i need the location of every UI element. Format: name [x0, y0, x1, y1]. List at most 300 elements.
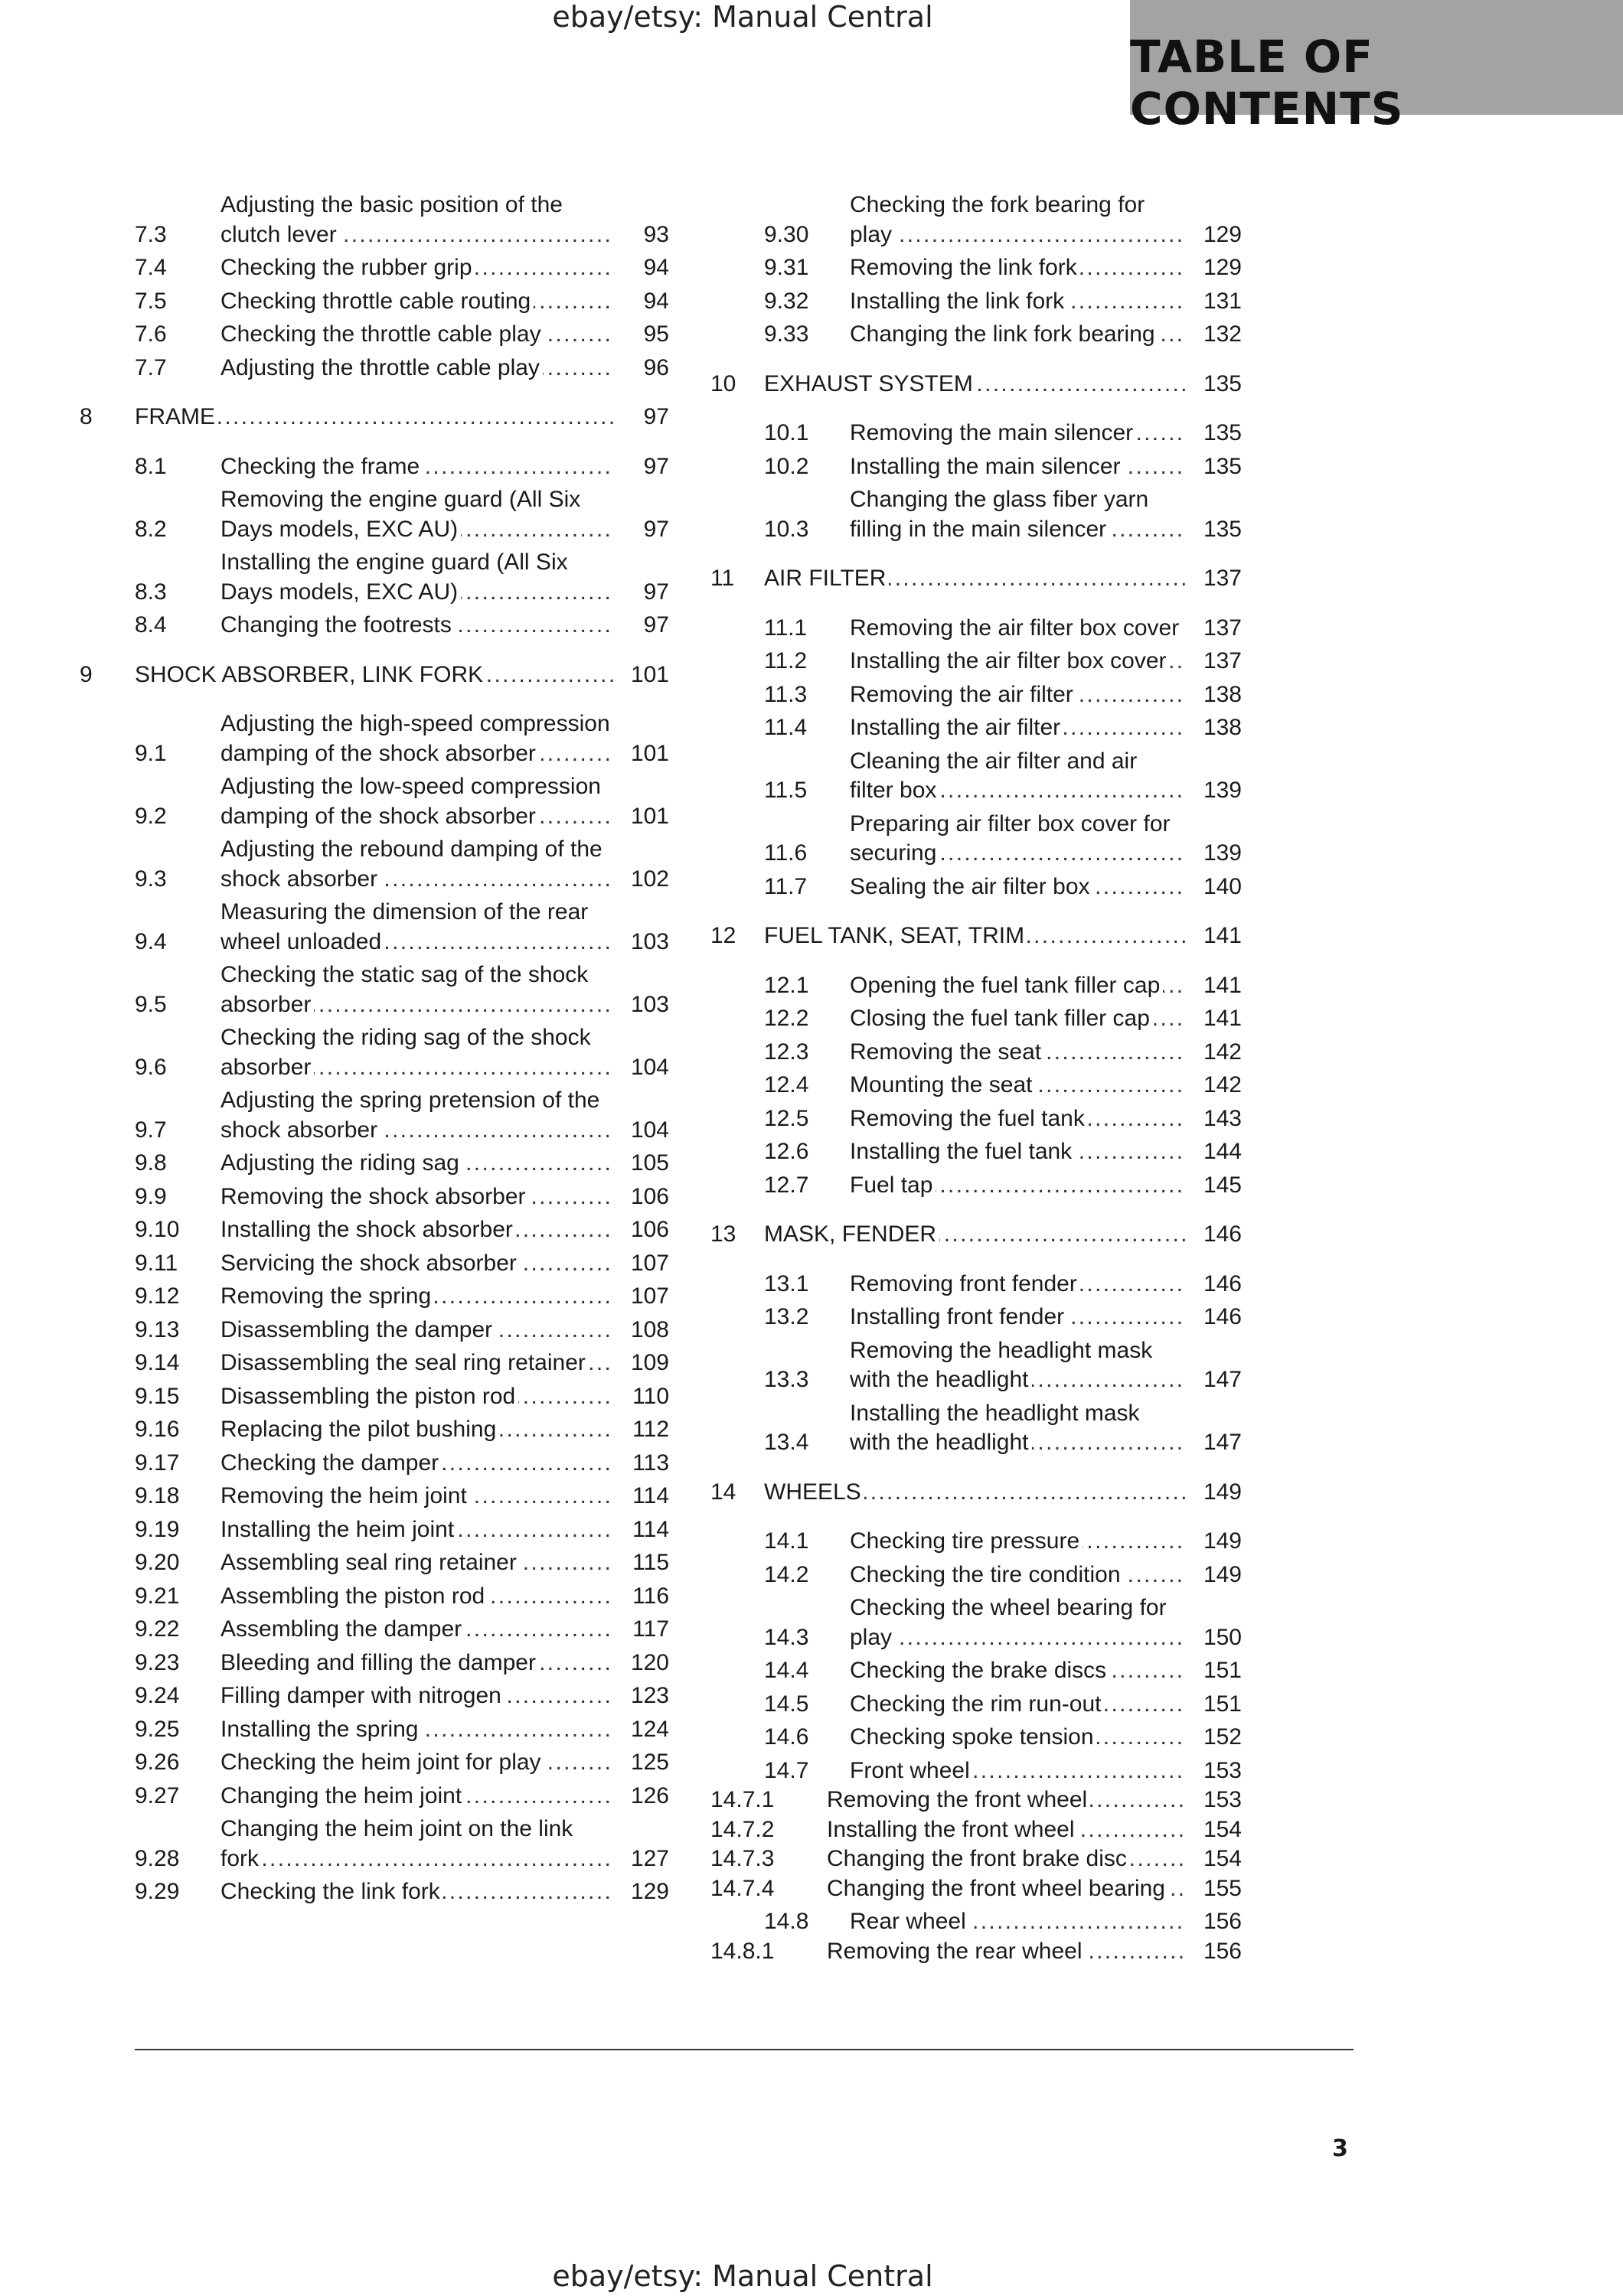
- toc-entry[interactable]: [710, 747, 1242, 806]
- toc-entry-title: [850, 747, 1187, 806]
- toc-entry-title-text: Removing the air filter: [850, 682, 1076, 707]
- toc-entry-page: 146: [1187, 1270, 1242, 1300]
- toc-entry-page: 141: [1187, 971, 1242, 1001]
- toc-entry-title: [220, 611, 614, 641]
- toc-entry-page: 129: [1187, 253, 1242, 283]
- page-title: TABLE OF CONTENTS: [1130, 31, 1404, 135]
- toc-entry[interactable]: [710, 1336, 1242, 1395]
- toc-entry[interactable]: [710, 1756, 1242, 1786]
- toc-entry-number: 9.4: [135, 928, 167, 954]
- toc-entry-page: 145: [1187, 1171, 1242, 1201]
- toc-entry-title-text: Installing the headlight mask with the headlight: [850, 1400, 1140, 1455]
- toc-entry[interactable]: [80, 320, 669, 350]
- toc-entry[interactable]: [710, 1656, 1242, 1686]
- toc-entry-title-text: SHOCK ABSORBER, LINK FORK: [135, 662, 486, 687]
- toc-entry[interactable]: [710, 287, 1242, 317]
- toc-entry[interactable]: [80, 1215, 669, 1245]
- toc-entry-title-text: Assembling the damper: [220, 1616, 465, 1642]
- toc-entry-page: 97: [614, 403, 669, 432]
- toc-chapter-entry[interactable]: [710, 564, 1242, 594]
- toc-entry-title: [220, 1815, 614, 1874]
- toc-entry-page: 105: [614, 1149, 669, 1179]
- toc-entry[interactable]: [80, 898, 669, 957]
- toc-entry-number: 9.19: [135, 1516, 180, 1542]
- toc-entry[interactable]: [80, 1249, 669, 1279]
- toc-entry-title: [220, 354, 614, 383]
- toc-entry-title: [220, 548, 614, 607]
- toc-entry-title-text: Removing the air filter box cover: [850, 615, 1182, 641]
- toc-entry-page: 106: [614, 1182, 669, 1212]
- toc-entry-page: 139: [1187, 839, 1242, 869]
- toc-entry[interactable]: [710, 1690, 1242, 1720]
- toc-entry-page: 93: [614, 220, 669, 250]
- toc-entry[interactable]: [80, 1615, 669, 1645]
- toc-entry-number: 8.2: [135, 516, 167, 542]
- toc-entry-title: [220, 1449, 614, 1479]
- toc-entry-number: 7.4: [135, 255, 167, 280]
- toc-entry-page: 114: [614, 1515, 669, 1545]
- toc-entry-title: [220, 1681, 614, 1711]
- toc-entry-title-text: Changing the heim joint on the link fork: [220, 1816, 573, 1871]
- toc-entry-title-text: FRAME: [135, 404, 218, 429]
- toc-entry[interactable]: [710, 1004, 1242, 1034]
- toc-entry[interactable]: [710, 1137, 1242, 1167]
- toc-entry[interactable]: [710, 1907, 1242, 1937]
- toc-entry-title: [850, 1723, 1187, 1753]
- toc-entry-page: 96: [614, 354, 669, 383]
- toc-entry[interactable]: [710, 1937, 1242, 1967]
- toc-entry-page: 156: [1187, 1907, 1242, 1937]
- toc-entry-number: 9.14: [135, 1350, 180, 1375]
- toc-entry-page: 123: [614, 1681, 669, 1711]
- toc-entry[interactable]: [710, 1171, 1242, 1201]
- toc-entry-page: 97: [614, 578, 669, 608]
- toc-entry-page: 132: [1187, 320, 1242, 350]
- toc-entry-title: [220, 1715, 614, 1745]
- toc-entry-page: 97: [614, 452, 669, 482]
- toc-entry-title-text: Installing the engine guard (All Six Days models, EXC AU): [220, 550, 568, 605]
- toc-entry[interactable]: [710, 1844, 1242, 1874]
- toc-entry[interactable]: [80, 1415, 669, 1445]
- toc-entry-page: 138: [1187, 680, 1242, 710]
- toc-entry[interactable]: [80, 253, 669, 283]
- toc-entry-page: 112: [614, 1415, 669, 1445]
- toc-entry-number: 14.1: [764, 1528, 809, 1554]
- toc-entry[interactable]: [710, 713, 1242, 743]
- toc-entry-title: [850, 1561, 1187, 1590]
- toc-entry-title: [850, 647, 1187, 677]
- toc-entry-title: [220, 1782, 614, 1812]
- toc-entry-number: 14.8.1: [710, 1938, 775, 1964]
- toc-entry[interactable]: [80, 1715, 669, 1745]
- toc-entry-title: [764, 1478, 1187, 1508]
- toc-entry[interactable]: [80, 485, 669, 544]
- toc-entry[interactable]: [80, 1182, 669, 1212]
- toc-entry[interactable]: [710, 1038, 1242, 1068]
- toc-entry[interactable]: [80, 1023, 669, 1082]
- toc-entry-number: 8: [80, 404, 93, 429]
- toc-entry-title: [827, 1937, 1187, 1967]
- toc-entry-title: [850, 191, 1187, 249]
- toc-entry[interactable]: [80, 1681, 669, 1711]
- toc-entry-title-text: Installing the spring: [220, 1717, 422, 1742]
- toc-entry[interactable]: [80, 1482, 669, 1512]
- toc-entry[interactable]: [710, 1723, 1242, 1753]
- toc-entry-number: 14.5: [764, 1691, 809, 1717]
- toc-entry-page: 151: [1187, 1656, 1242, 1686]
- toc-entry-page: 113: [614, 1449, 669, 1479]
- toc-entry[interactable]: [710, 1270, 1242, 1300]
- toc-entry-number: 9.32: [764, 288, 809, 314]
- toc-entry-title: [850, 614, 1187, 644]
- toc-entry-number: 8.3: [135, 579, 167, 605]
- toc-entry-title: [850, 680, 1187, 710]
- toc-entry-page: 120: [614, 1649, 669, 1678]
- toc-entry-page: 114: [614, 1482, 669, 1512]
- toc-entry-title-text: Removing the main silencer: [850, 420, 1136, 445]
- toc-entry-page: 147: [1187, 1365, 1242, 1395]
- toc-entry-number: 14.3: [764, 1624, 809, 1650]
- toc-entry-number: 9.10: [135, 1217, 180, 1242]
- toc-entry-title-text: Checking the heim joint for play: [220, 1750, 544, 1775]
- toc-entry-page: 135: [1187, 370, 1242, 400]
- toc-entry[interactable]: [710, 452, 1242, 482]
- toc-entry-title-text: Changing the front brake disc: [827, 1846, 1130, 1871]
- toc-entry-number: 9.5: [135, 991, 167, 1017]
- toc-entry[interactable]: [80, 1782, 669, 1812]
- toc-entry-title-text: Opening the fuel tank filler cap: [850, 973, 1163, 998]
- toc-entry-title-text: Removing the fuel tank: [850, 1106, 1088, 1131]
- toc-entry[interactable]: [80, 1449, 669, 1479]
- toc-entry-title: [850, 419, 1187, 448]
- toc-entry-number: 14.7.4: [710, 1875, 775, 1901]
- toc-entry-title: [850, 1104, 1187, 1134]
- toc-entry-title: [850, 1690, 1187, 1720]
- toc-entry-number: 11.4: [764, 715, 808, 740]
- toc-entry-number: 9.33: [764, 321, 809, 347]
- toc-entry-title-text: Checking the link fork: [220, 1879, 443, 1904]
- toc-entry[interactable]: [80, 1086, 669, 1145]
- toc-entry-number: 13: [710, 1221, 736, 1247]
- toc-entry-number: 9.24: [135, 1683, 180, 1708]
- toc-entry-page: 143: [1187, 1104, 1242, 1134]
- toc-entry-number: 9.11: [135, 1250, 178, 1276]
- toc-entry-title: [827, 1786, 1187, 1815]
- toc-chapter-entry[interactable]: [80, 660, 669, 690]
- toc-entry-number: 7.5: [135, 288, 167, 314]
- toc-entry-title-text: Checking the frame: [220, 454, 423, 479]
- toc-entry-number: 8.1: [135, 453, 167, 479]
- toc-entry-number: 14.7: [764, 1757, 809, 1783]
- toc-entry-number: 10: [710, 370, 736, 396]
- toc-entry-page: 155: [1187, 1874, 1242, 1904]
- toc-entry-title-text: Adjusting the low-speed compression damping of the shock absorber: [220, 774, 601, 829]
- toc-entry-page: 103: [614, 928, 669, 957]
- toc-entry-number: 12.6: [764, 1139, 809, 1164]
- toc-entry-page: 97: [614, 611, 669, 641]
- toc-entry-title-text: Installing the shock absorber: [220, 1217, 516, 1242]
- toc-entry-title: [850, 1171, 1187, 1201]
- toc-entry-page: 101: [614, 802, 669, 832]
- toc-entry-title-text: Checking the rim run-out: [850, 1691, 1104, 1717]
- toc-entry-page: 140: [1187, 872, 1242, 902]
- toc-entry-page: 142: [1187, 1038, 1242, 1068]
- toc-entry[interactable]: [80, 548, 669, 607]
- toc-entry[interactable]: [80, 452, 669, 482]
- toc-entry-title-text: Checking the brake discs: [850, 1658, 1109, 1683]
- toc-entry-title-text: Checking the rubber grip: [220, 255, 475, 280]
- toc-entry-page: 129: [1187, 220, 1242, 250]
- toc-entry-number: 14.8: [764, 1909, 809, 1934]
- toc-chapter-entry[interactable]: [710, 1220, 1242, 1250]
- toc-entry[interactable]: [710, 647, 1242, 677]
- toc-entry[interactable]: [710, 1071, 1242, 1101]
- toc-entry-number: 9.9: [135, 1183, 167, 1209]
- toc-entry[interactable]: [710, 680, 1242, 710]
- toc-entry-number: 9: [80, 661, 93, 687]
- toc-entry-title-text: Removing the seat: [850, 1039, 1044, 1065]
- toc-entry[interactable]: [80, 1316, 669, 1345]
- toc-entry-title: [827, 1844, 1187, 1874]
- toc-entry-page: 135: [1187, 419, 1242, 448]
- toc-entry[interactable]: [80, 1877, 669, 1907]
- toc-entry-title-text: Checking throttle cable routing: [220, 289, 534, 314]
- toc-chapter-entry[interactable]: [710, 1478, 1242, 1508]
- toc-entry-title-text: Removing the headlight mask with the headlight: [850, 1337, 1153, 1392]
- toc-entry-title: [220, 253, 614, 283]
- toc-entry-number: 9.3: [135, 866, 167, 892]
- toc-entry[interactable]: [80, 1382, 669, 1412]
- toc-entry-title-text: Checking the damper: [220, 1450, 442, 1476]
- toc-entry-title: [850, 713, 1187, 743]
- toc-entry-title: [220, 1748, 614, 1778]
- toc-entry-title-text: Closing the fuel tank filler cap: [850, 1006, 1153, 1031]
- toc-entry[interactable]: [80, 709, 669, 768]
- toc-entry-title-text: Removing the engine guard (All Six Days models, EXC AU): [220, 487, 581, 542]
- toc-entry-number: 9.28: [135, 1845, 180, 1871]
- toc-entry[interactable]: [710, 872, 1242, 902]
- toc-entry-title: [850, 320, 1187, 350]
- toc-entry[interactable]: [710, 1561, 1242, 1590]
- toc-entry-number: 12.7: [764, 1172, 809, 1198]
- toc-entry-page: 153: [1187, 1756, 1242, 1786]
- toc-entry-number: 9.18: [135, 1483, 180, 1508]
- toc-entry-title: [220, 1649, 614, 1678]
- toc-entry-number: 12.4: [764, 1072, 809, 1097]
- toc-entry-title: [220, 1249, 614, 1279]
- toc-chapter-entry[interactable]: [710, 921, 1242, 951]
- toc-entry-number: 11.3: [764, 681, 808, 707]
- toc-entry-page: 149: [1187, 1561, 1242, 1590]
- toc-entry-number: 9.31: [764, 255, 809, 280]
- toc-entry-title: [850, 253, 1187, 283]
- toc-entry-page: 142: [1187, 1071, 1242, 1101]
- toc-entry-title: [220, 1086, 614, 1145]
- toc-entry-page: 101: [614, 739, 669, 769]
- toc-column-left: [80, 187, 669, 1907]
- toc-entry-number: 9.15: [135, 1383, 180, 1409]
- toc-entry-page: 154: [1187, 1844, 1242, 1874]
- toc-entry-title-text: Checking the tire condition: [850, 1562, 1124, 1587]
- toc-entry-title-text: FUEL TANK, SEAT, TRIM: [764, 923, 1027, 948]
- toc-entry-page: 109: [614, 1349, 669, 1378]
- toc-entry[interactable]: [710, 1303, 1242, 1332]
- toc-entry[interactable]: [80, 1548, 669, 1578]
- toc-entry-title: [850, 971, 1187, 1001]
- toc-entry-title-text: Filling damper with nitrogen: [220, 1683, 505, 1708]
- toc-entry-title-text: Sealing the air filter box: [850, 874, 1093, 899]
- toc-entry-title-text: Front wheel: [850, 1758, 973, 1783]
- toc-entry[interactable]: [710, 191, 1242, 249]
- toc-entry-title: [850, 452, 1187, 482]
- toc-entry[interactable]: [710, 253, 1242, 283]
- toc-entry[interactable]: [710, 1874, 1242, 1904]
- toc-entry[interactable]: [710, 1815, 1242, 1845]
- toc-entry-title: [220, 320, 614, 350]
- toc-entry-title: [850, 1336, 1187, 1395]
- toc-entry-page: 115: [614, 1548, 669, 1578]
- toc-entry-page: 108: [614, 1316, 669, 1345]
- toc-entry[interactable]: [710, 1593, 1242, 1652]
- toc-entry[interactable]: [710, 810, 1242, 869]
- toc-entry-number: 11.2: [764, 648, 808, 673]
- toc-entry[interactable]: [80, 1282, 669, 1312]
- toc-entry[interactable]: [80, 1748, 669, 1778]
- toc-entry-title: [850, 1656, 1187, 1686]
- toc-entry-number: 9.27: [135, 1782, 180, 1808]
- toc-entry-title-text: Servicing the shock absorber: [220, 1251, 520, 1276]
- toc-entry[interactable]: [710, 1786, 1242, 1815]
- toc-entry-title: [220, 1482, 614, 1512]
- toc-entry-page: 138: [1187, 713, 1242, 743]
- toc-entry[interactable]: [710, 614, 1242, 644]
- toc-entry-number: 7.7: [135, 354, 167, 380]
- toc-entry-number: 12: [710, 923, 736, 948]
- toc-entry-page: 137: [1187, 564, 1242, 594]
- toc-entry-title-text: Disassembling the piston rod: [220, 1384, 518, 1409]
- toc-entry-title: [220, 452, 614, 482]
- toc-entry[interactable]: [710, 1104, 1242, 1134]
- toc-entry-title: [220, 835, 614, 894]
- toc-entry-page: 153: [1187, 1786, 1242, 1815]
- toc-entry-number: 9.12: [135, 1283, 180, 1309]
- toc-entry-title-text: Adjusting the high-speed compression damping of the shock absorber: [220, 711, 610, 766]
- toc-entry-title: [135, 660, 614, 690]
- toc-entry-title-text: Bleeding and filling the damper: [220, 1650, 539, 1675]
- toc-entry-title-text: Checking spoke tension: [850, 1724, 1097, 1750]
- toc-entry-page: 110: [614, 1382, 669, 1412]
- toc-chapter-entry[interactable]: [710, 370, 1242, 400]
- toc-entry-number: 9.6: [135, 1054, 167, 1080]
- toc-entry-title: [850, 1038, 1187, 1068]
- toc-entry-number: 9.16: [135, 1417, 180, 1442]
- toc-entry-title: [220, 1548, 614, 1578]
- toc-entry[interactable]: [80, 191, 669, 249]
- toc-entry-title-text: Installing the air filter: [850, 715, 1063, 740]
- toc-entry-title: [850, 1137, 1187, 1167]
- toc-entry-page: 156: [1187, 1937, 1242, 1967]
- toc-chapter-entry[interactable]: [80, 403, 669, 432]
- toc-entry[interactable]: [710, 419, 1242, 448]
- toc-entry[interactable]: [80, 354, 669, 383]
- toc-entry[interactable]: [80, 1649, 669, 1678]
- toc-entry-title-text: AIR FILTER: [764, 566, 889, 591]
- toc-entry-number: 14.6: [764, 1724, 809, 1750]
- toc-entry-title: [135, 403, 614, 432]
- toc-entry[interactable]: [710, 1527, 1242, 1557]
- toc-entry-title: [764, 921, 1187, 951]
- toc-entry-number: 13.3: [764, 1367, 809, 1392]
- toc-entry-number: 12.1: [764, 972, 809, 998]
- toc-entry[interactable]: [80, 772, 669, 831]
- toc-entry-page: 117: [614, 1615, 669, 1645]
- toc-entry-page: 94: [614, 253, 669, 283]
- toc-entry-page: 150: [1187, 1623, 1242, 1653]
- toc-entry-title: [220, 1316, 614, 1345]
- toc-entry-number: 12.5: [764, 1105, 809, 1131]
- toc-entry[interactable]: [710, 1399, 1242, 1458]
- toc-entry-title: [850, 1907, 1187, 1937]
- toc-entry[interactable]: [80, 1515, 669, 1545]
- toc-entry-title-text: Adjusting the rebound damping of the shock absorber: [220, 837, 603, 892]
- toc-entry[interactable]: [80, 1149, 669, 1179]
- toc-entry-page: 116: [614, 1582, 669, 1612]
- toc-entry[interactable]: [80, 835, 669, 894]
- toc-entry-title: [850, 1756, 1187, 1786]
- toc-entry-page: 104: [614, 1116, 669, 1146]
- toc-entry-title-text: Removing the shock absorber: [220, 1184, 529, 1209]
- toc-entry-title: [827, 1815, 1187, 1845]
- toc-entry-page: 107: [614, 1282, 669, 1312]
- toc-entry-page: 106: [614, 1215, 669, 1245]
- toc-entry-number: 10.2: [764, 453, 809, 479]
- toc-entry-title-text: Rear wheel: [850, 1909, 969, 1934]
- toc-entry[interactable]: [80, 1815, 669, 1874]
- toc-entry-title-text: Installing the link fork: [850, 289, 1067, 314]
- toc-entry-title-text: Checking the static sag of the shock absorber: [220, 962, 589, 1017]
- toc-entry-title: [220, 709, 614, 768]
- toc-entry-page: 95: [614, 320, 669, 350]
- toc-entry-page: 135: [1187, 515, 1242, 545]
- toc-entry-page: 149: [1187, 1478, 1242, 1508]
- toc-entry[interactable]: [80, 287, 669, 317]
- toc-entry-title: [220, 1215, 614, 1245]
- toc-entry[interactable]: [80, 611, 669, 641]
- toc-entry[interactable]: [710, 320, 1242, 350]
- toc-entry[interactable]: [80, 1349, 669, 1378]
- toc-entry-number: 14.4: [764, 1658, 809, 1683]
- toc-entry[interactable]: [710, 485, 1242, 544]
- toc-entry-number: 10.1: [764, 420, 809, 445]
- toc-entry-title-text: Fuel tap: [850, 1172, 936, 1198]
- toc-entry-number: 8.4: [135, 612, 167, 638]
- toc-entry[interactable]: [710, 971, 1242, 1001]
- toc-entry-title-text: WHEELS: [764, 1479, 864, 1505]
- toc-entry-number: 7.3: [135, 221, 167, 247]
- footer-divider: [135, 2049, 1354, 2050]
- toc-entry[interactable]: [80, 1582, 669, 1612]
- toc-entry-page: 131: [1187, 287, 1242, 317]
- toc-entry-number: 9.22: [135, 1616, 180, 1642]
- toc-entry[interactable]: [80, 960, 669, 1019]
- toc-entry-title: [850, 1527, 1187, 1557]
- toc-entry-title: [220, 1877, 614, 1907]
- toc-entry-title-text: Removing the rear wheel: [827, 1939, 1086, 1964]
- toc-entry-number: 9.21: [135, 1583, 180, 1609]
- toc-entry-title-text: Checking tire pressure: [850, 1528, 1083, 1554]
- header-banner: [1130, 0, 1623, 135]
- toc-entry-number: 14.7.1: [710, 1787, 775, 1812]
